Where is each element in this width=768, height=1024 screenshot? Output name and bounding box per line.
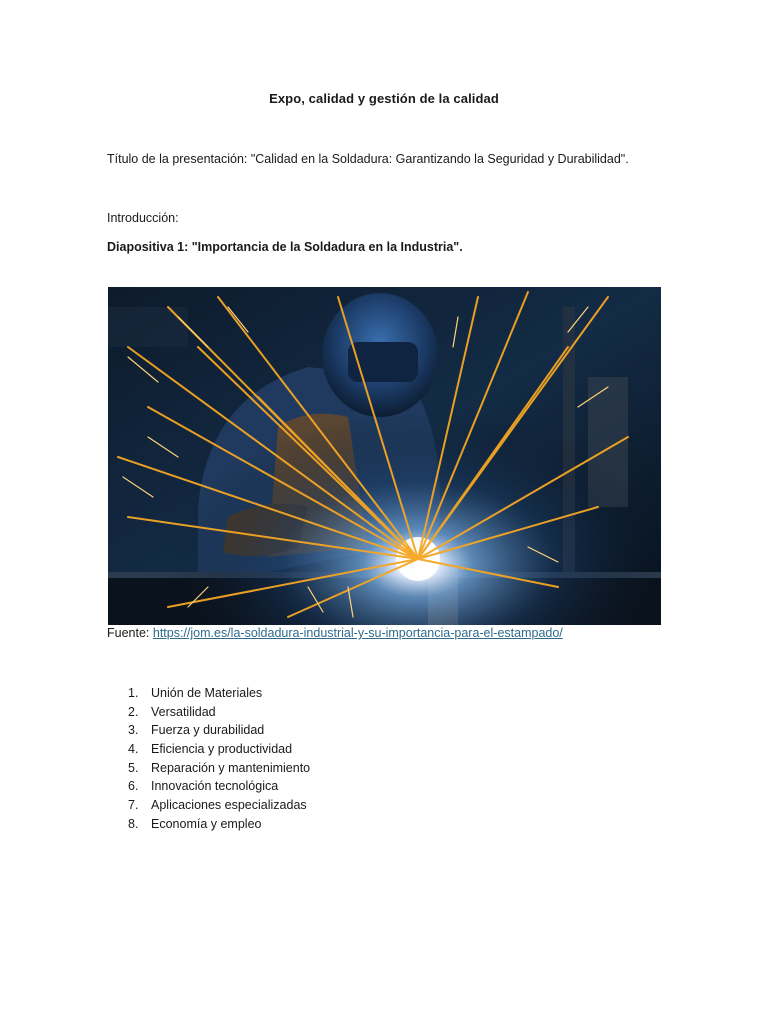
list-text: Unión de Materiales bbox=[151, 686, 263, 700]
list-item bbox=[128, 815, 310, 834]
list-item bbox=[128, 703, 310, 722]
slide-heading: Diapositiva 1: "Importancia de la Soldadura en la Industria". bbox=[107, 240, 463, 254]
importance-list bbox=[128, 684, 310, 834]
list-number: 2. bbox=[128, 704, 139, 719]
list-text: Aplicaciones especializadas bbox=[151, 798, 307, 813]
list-item bbox=[128, 796, 310, 815]
document-title: Expo, calidad y gestión de la calidad bbox=[269, 91, 499, 106]
list-text: Innovación tecnológica bbox=[151, 779, 279, 794]
image-source bbox=[107, 626, 563, 640]
welding-photo bbox=[108, 287, 661, 625]
list-text: Eficiencia y productividad bbox=[151, 742, 293, 757]
list-text: Economía y empleo bbox=[151, 816, 262, 831]
list-number: 7. bbox=[128, 798, 139, 813]
list-number: 3. bbox=[128, 723, 139, 738]
source-link[interactable]: https://jom.es/la-soldadura-industrial-y-su-importancia-para-el-estampado/ bbox=[152, 626, 563, 640]
list-item bbox=[128, 777, 310, 796]
list-text: Fuerza y durabilidad bbox=[151, 723, 265, 738]
list-text: Reparación y mantenimiento bbox=[151, 760, 311, 775]
presentation-title: Título de la presentación: "Calidad en la Soldadura: Garantizando la Seguridad y Durabilidad". bbox=[107, 152, 629, 166]
list-item bbox=[128, 740, 310, 759]
list-item bbox=[128, 759, 310, 778]
list-item bbox=[128, 684, 310, 703]
list-number: 6. bbox=[128, 779, 139, 794]
list-number: 1. bbox=[128, 686, 139, 700]
list-number: 5. bbox=[128, 760, 139, 775]
introduction-label: Introducción: bbox=[107, 211, 179, 225]
source-label: Fuente: bbox=[107, 626, 153, 640]
list-number: 4. bbox=[128, 742, 139, 757]
list-number: 8. bbox=[128, 816, 139, 831]
list-item bbox=[128, 721, 310, 740]
list-text: Versatilidad bbox=[151, 704, 216, 719]
